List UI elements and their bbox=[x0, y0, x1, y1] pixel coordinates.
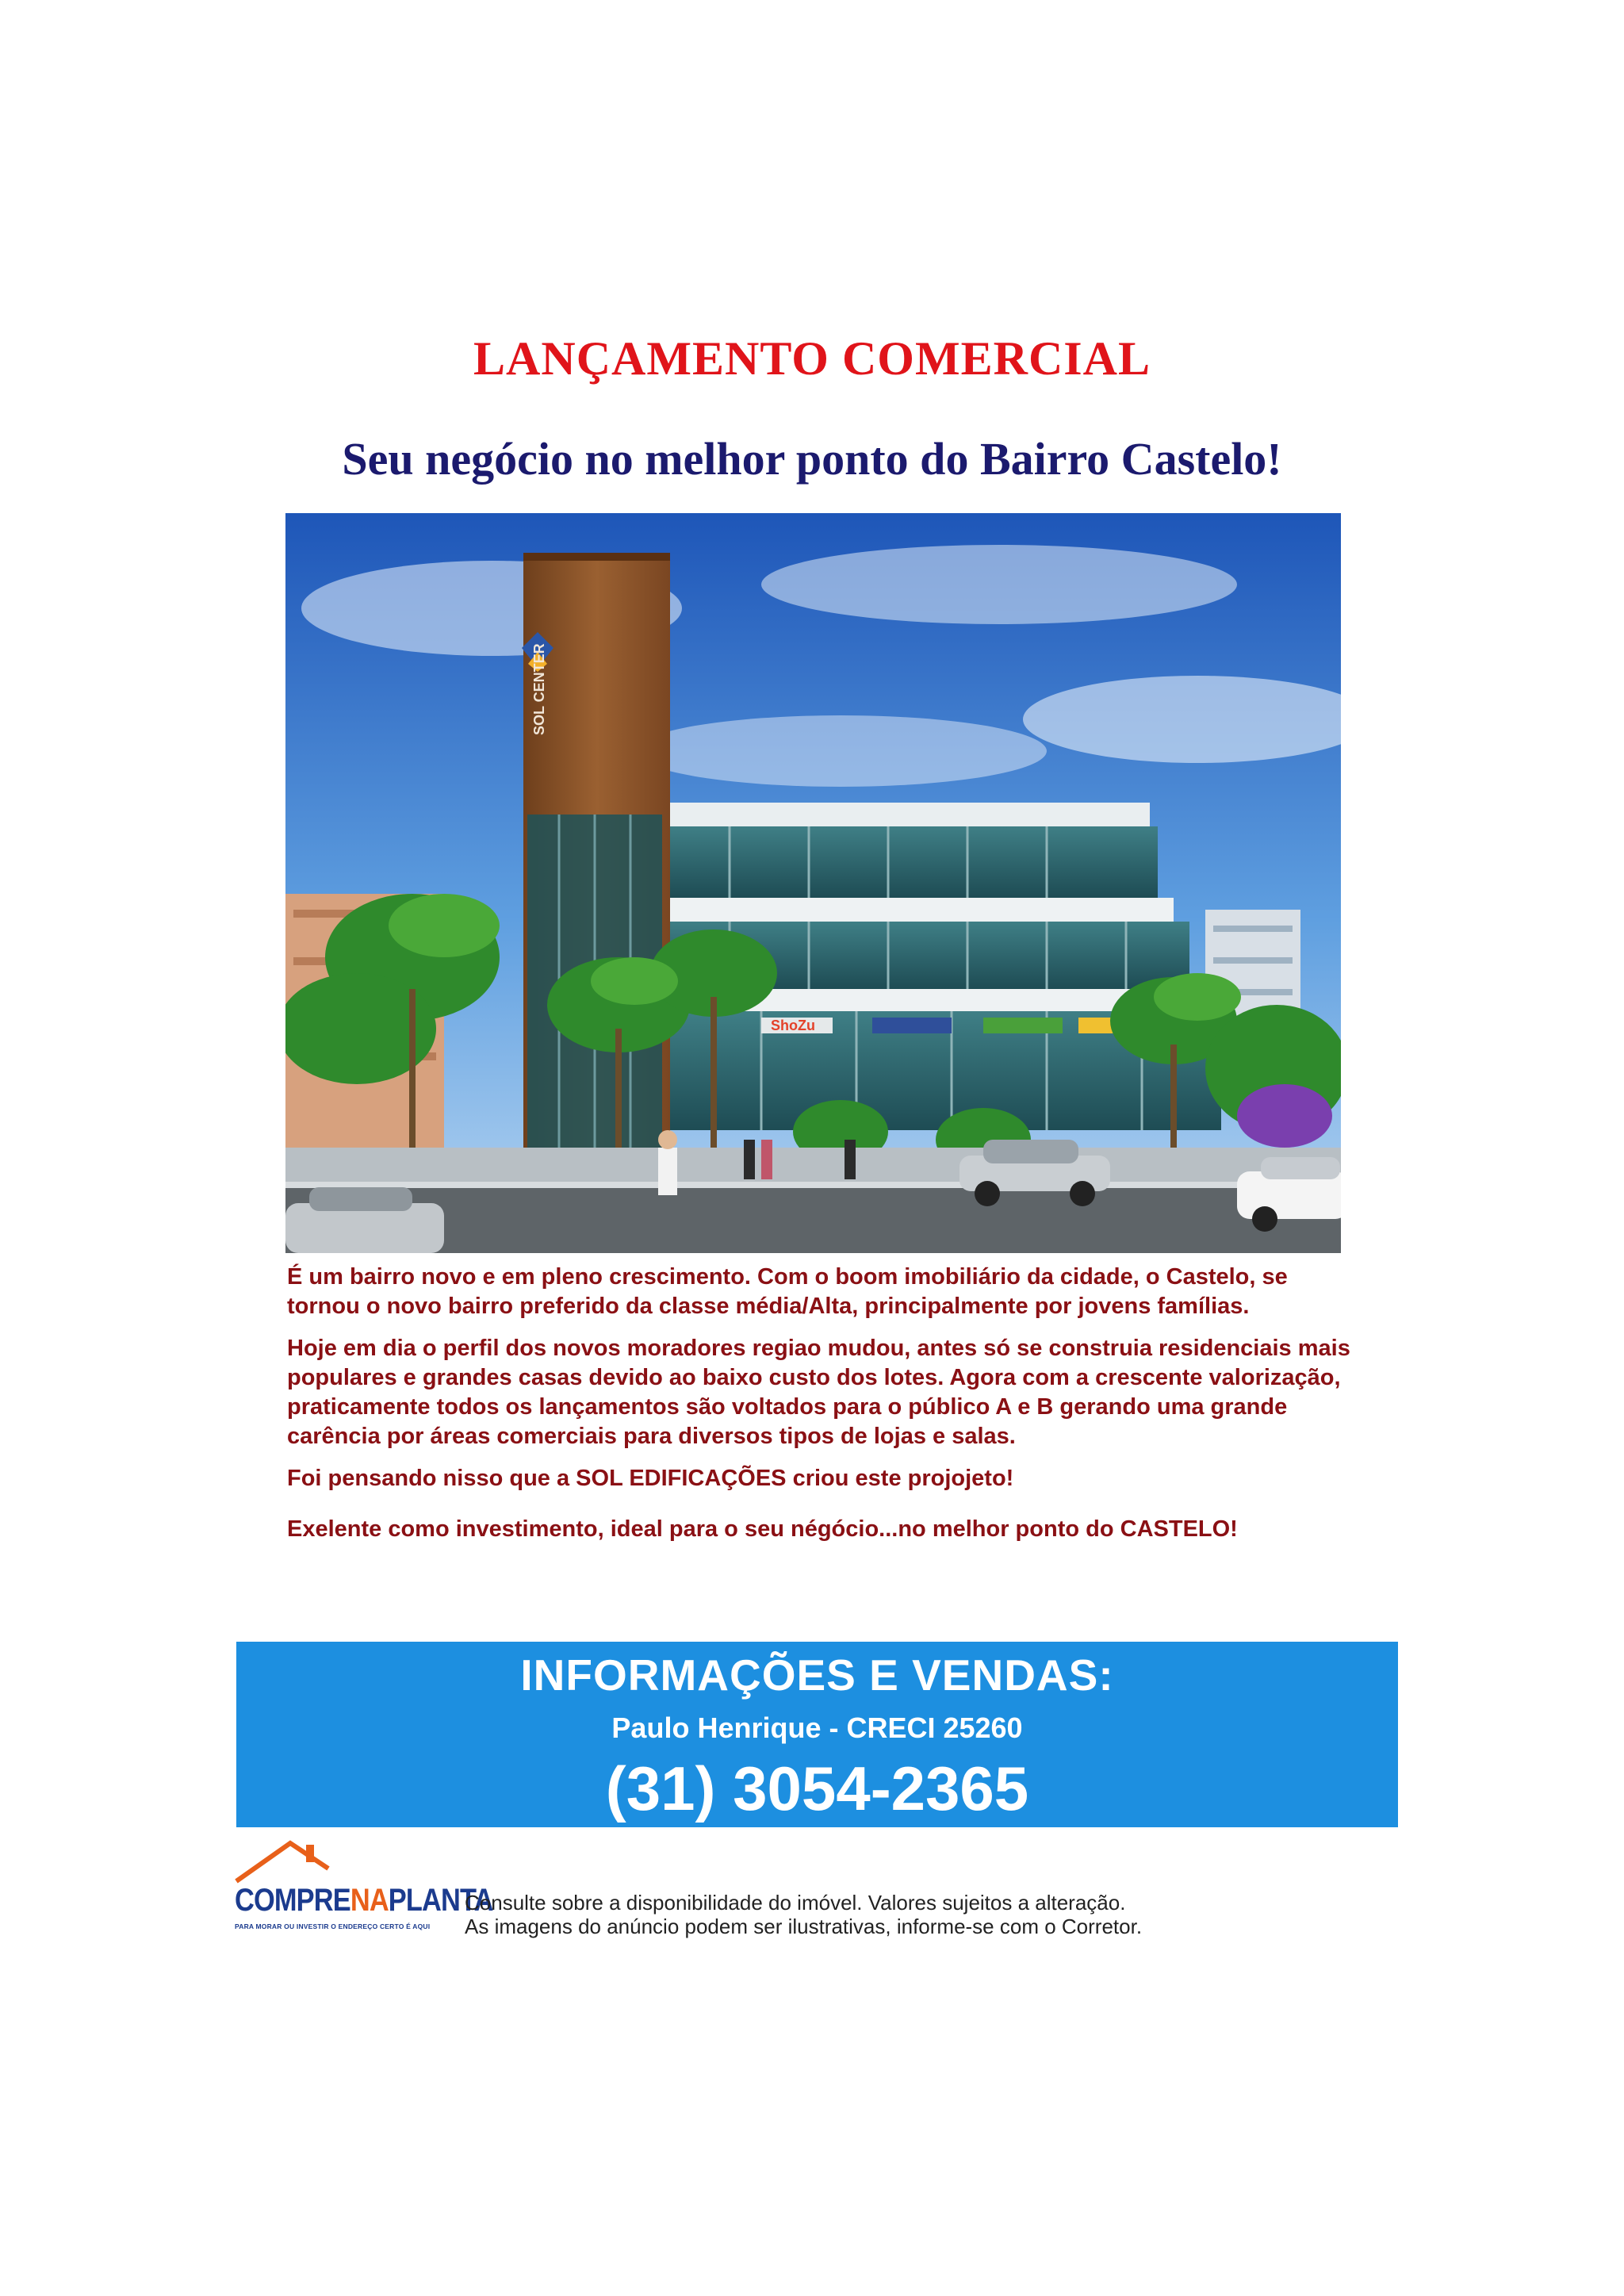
info-banner bbox=[236, 1642, 1398, 1827]
paragraph-3: Foi pensando nisso que a SOL EDIFICAÇÕES criou este projojeto! bbox=[287, 1466, 1014, 1491]
house-roof-icon bbox=[235, 1837, 330, 1884]
paragraph-1: É um bairro novo e em pleno crescimento. Com o boom imobiliário da cidade, o Castelo, se tornou o novo bairro preferido da classe média/Alta, principalmente por jovens famílias. bbox=[287, 1264, 1288, 1319]
compre-na-planta-logo: COMPRENAPLANTA PARA MORAR OU INVESTIR O ENDEREÇO CERTO É AQUI bbox=[235, 1837, 449, 1932]
tower-sign: SOL CENTER bbox=[531, 643, 547, 735]
agent-name: Paulo Henrique - CRECI 25260 bbox=[611, 1711, 1023, 1744]
phone-number[interactable]: (31) 3054-2365 bbox=[605, 1754, 1029, 1823]
description-text bbox=[287, 1263, 1365, 1557]
disclaimer bbox=[465, 1891, 1416, 1938]
disclaimer-line-1: Consulte sobre a disponibilidade do imóvel. Valores sujeitos a alteração. bbox=[465, 1891, 1126, 1915]
paragraph-4: Exelente como investimento, ideal para o seu négócio...no melhor ponto do CASTELO! bbox=[287, 1516, 1238, 1542]
subheadline: Seu negócio no melhor ponto do Bairro Castelo! bbox=[342, 433, 1282, 485]
disclaimer-line-2: As imagens do anúncio podem ser ilustrativas, informe-se com o Corretor. bbox=[465, 1915, 1143, 1938]
headline: LANÇAMENTO COMERCIAL bbox=[473, 332, 1151, 385]
store-sign-shozu: ShoZu bbox=[771, 1018, 815, 1033]
hero-image bbox=[285, 513, 1341, 1253]
company-name: SOL EDIFICAÇÕES bbox=[576, 1466, 787, 1491]
neighborhood-name: CASTELO! bbox=[1120, 1516, 1238, 1542]
paragraph-2: Hoje em dia o perfil dos novos moradores regiao mudou, antes só se construia residenciais mais populares e grandes casas devido ao baixo custo dos lotes. Agora com a crescente valorização, praticamente todos os lançamentos são voltados para o público A e B gerando uma grande carência por áreas comerciais para diversos tipos de lojas e salas. bbox=[287, 1336, 1350, 1449]
logo-tagline: PARA MORAR OU INVESTIR O ENDEREÇO CERTO É AQUI bbox=[235, 1922, 431, 1930]
info-title: INFORMAÇÕES E VENDAS: bbox=[520, 1650, 1114, 1700]
